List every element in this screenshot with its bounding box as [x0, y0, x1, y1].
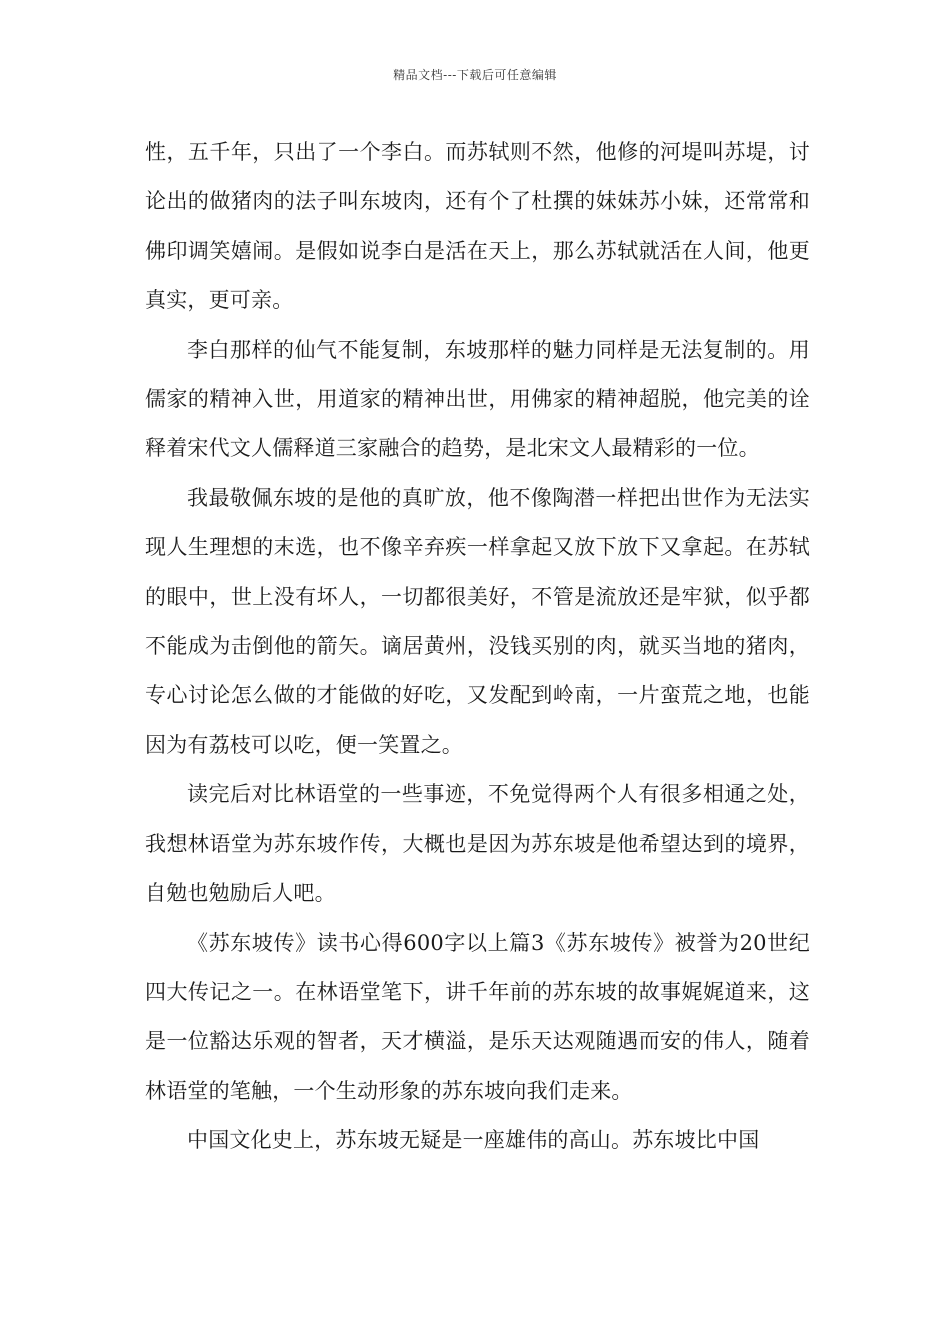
- paragraph-3: 我最敬佩东坡的是他的真旷放，他不像陶潜一样把出世作为无法实现人生理想的末选，也不像辛弃疾一样拿起又放下放下又拿起。在苏轼的眼中，世上没有坏人，一切都很美好，不管是流放还是牢狱，似乎都不能成为击倒他的箭矢。谪居黄州，没钱买别的肉，就买当地的猪肉，专心讨论怎么做的才能做的好吃，又发配到岭南，一片蛮荒之地，也能因为有荔枝可以吃，便一笑置之。: [145, 485, 810, 757]
- paragraph-5: 《苏东坡传》读书心得600字以上篇3《苏东坡传》被誉为20世纪四大传记之一。在林语堂笔下，讲千年前的苏东坡的故事娓娓道来，这是一位豁达乐观的智者，天才横溢，是乐天达观随遇而安的伟人，随着林语堂的笔触，一个生动形象的苏东坡向我们走来。: [145, 930, 810, 1103]
- page-header: 精品文档---下载后可任意编辑: [393, 68, 557, 82]
- paragraph-6: 中国文化史上，苏东坡无疑是一座雄伟的高山。苏东坡比中国: [187, 1128, 760, 1153]
- paragraph-1: 性，五千年，只出了一个李白。而苏轼则不然，他修的河堤叫苏堤，讨论出的做猪肉的法子叫东坡肉，还有个了杜撰的妹妹苏小妹，还常常和佛印调笑嬉闹。是假如说李白是活在天上，那么苏轼就活在人间，他更真实，更可亲。: [145, 140, 810, 313]
- paragraph-4: 读完后对比林语堂的一些事迹，不免觉得两个人有很多相通之处，我想林语堂为苏东坡作传，大概也是因为苏东坡是他希望达到的境界，自勉也勉励后人吧。: [145, 782, 810, 906]
- document-body: [145, 128, 810, 1166]
- paragraph-2: 李白那样的仙气不能复制，东坡那样的魅力同样是无法复制的。用儒家的精神入世，用道家的精神出世，用佛家的精神超脱，他完美的诠释着宋代文人儒释道三家融合的趋势，是北宋文人最精彩的一位。: [145, 337, 810, 461]
